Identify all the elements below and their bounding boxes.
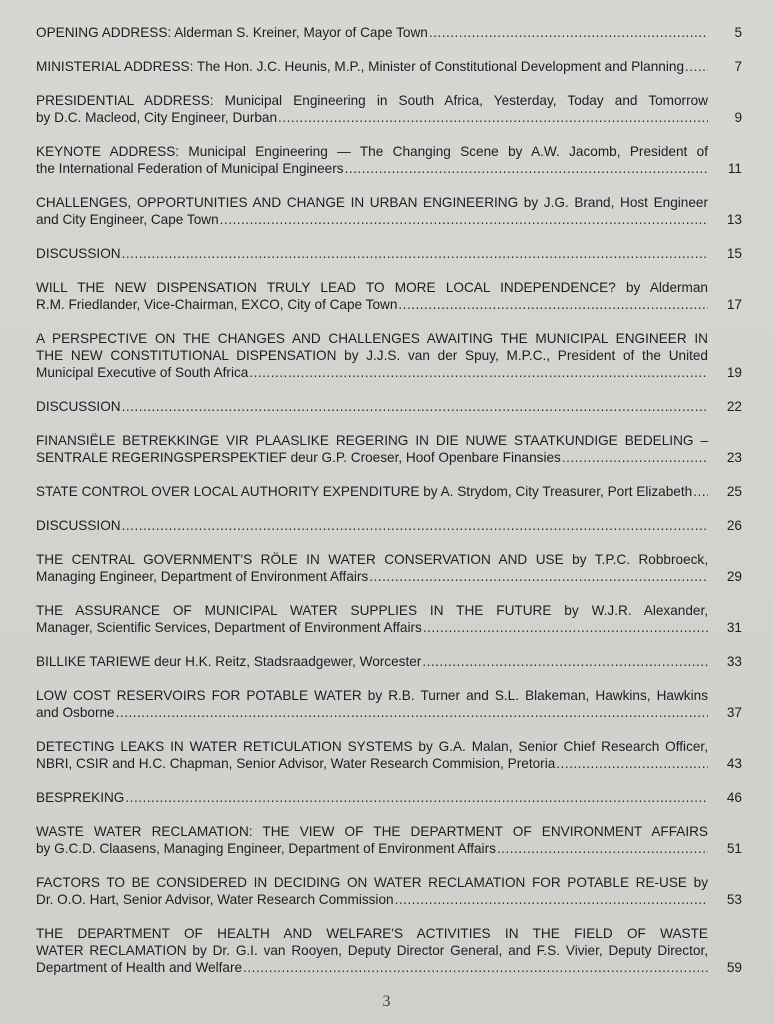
toc-entry-last-line [36, 211, 708, 228]
toc-entry-last-line [36, 449, 708, 466]
toc-entry-text: and Osborne [36, 705, 115, 720]
toc-entry [36, 823, 746, 857]
dot-leader [116, 704, 708, 721]
toc-page-number: 17 [726, 297, 742, 312]
toc-entry [36, 194, 746, 228]
toc-entry-line: PRESIDENTIAL ADDRESS: Municipal Engineering in South Africa, Yesterday, Today and Tomorrow [36, 93, 708, 108]
toc-entry [36, 58, 746, 75]
toc-page-number: 22 [726, 399, 742, 414]
dot-leader [398, 296, 708, 313]
toc-entry-text: BILLIKE TARIEWE deur H.K. Reitz, Stadsraadgewer, Worcester [36, 654, 422, 669]
toc-page-number: 13 [726, 212, 742, 227]
toc-entry-last-line [36, 789, 708, 806]
dot-leader [395, 891, 708, 908]
toc-entry-text: by D.C. Macleod, City Engineer, Durban [36, 110, 278, 125]
dot-leader [249, 364, 708, 381]
toc-entry-line: A PERSPECTIVE ON THE CHANGES AND CHALLENGES AWAITING THE MUNICIPAL ENGINEER IN [36, 331, 708, 346]
toc-page-number: 29 [726, 569, 742, 584]
toc-entry-last-line [36, 653, 708, 670]
dot-leader [125, 789, 708, 806]
toc-entry-line: THE CENTRAL GOVERNMENT'S RÖLE IN WATER CONSERVATION AND USE by T.P.C. Robbroeck, [36, 552, 708, 567]
toc-entry [36, 602, 746, 636]
dot-leader [497, 840, 708, 857]
dot-leader [243, 959, 708, 976]
toc-page-number: 43 [726, 756, 742, 771]
toc-entry-line: LOW COST RESERVOIRS FOR POTABLE WATER by R.B. Turner and S.L. Blakeman, Hawkins, Hawkins [36, 688, 708, 703]
toc-entry [36, 279, 746, 313]
toc-entry-text: SENTRALE REGERINGSPERSPEKTIEF deur G.P. Croeser, Hoof Openbare Finansies [36, 450, 561, 465]
toc-page-number: 46 [726, 790, 742, 805]
toc-entry-line: THE ASSURANCE OF MUNICIPAL WATER SUPPLIES IN THE FUTURE by W.J.R. Alexander, [36, 603, 708, 618]
dot-leader [429, 24, 708, 41]
toc-entry-last-line [36, 398, 708, 415]
toc-entry-text: Municipal Executive of South Africa [36, 365, 249, 380]
dot-leader [122, 398, 708, 415]
toc-entry-last-line [36, 364, 708, 381]
toc-page-number: 9 [734, 110, 742, 125]
dot-leader [422, 653, 708, 670]
dot-leader [693, 483, 708, 500]
toc-entry-line: THE DEPARTMENT OF HEALTH AND WELFARE'S ACTIVITIES IN THE FIELD OF WASTE [36, 926, 708, 941]
toc-entry [36, 432, 746, 466]
toc-page-number: 53 [726, 892, 742, 907]
toc-page-number: 11 [727, 161, 742, 176]
toc-entry [36, 330, 746, 381]
toc-page-number: 37 [726, 705, 742, 720]
toc-entry-line: DETECTING LEAKS IN WATER RETICULATION SYSTEMS by G.A. Malan, Senior Chief Research Officer, [36, 739, 708, 754]
toc-entry [36, 143, 746, 177]
toc-entry-line: CHALLENGES, OPPORTUNITIES AND CHANGE IN URBAN ENGINEERING by J.G. Brand, Host Engineer [36, 195, 708, 210]
toc-page-number: 31 [726, 620, 742, 635]
toc-page-number: 59 [726, 960, 742, 975]
dot-leader [685, 58, 708, 75]
toc-entry [36, 92, 746, 126]
toc-entry-text: Department of Health and Welfare [36, 960, 243, 975]
toc-entry-last-line [36, 755, 708, 772]
toc-entry-text: Manager, Scientific Services, Department of Environment Affairs [36, 620, 422, 635]
toc-entry-last-line [36, 704, 708, 721]
toc-entry [36, 24, 746, 41]
toc-entry [36, 483, 746, 500]
toc-entry [36, 245, 746, 262]
toc-entry-text: by G.C.D. Claasens, Managing Engineer, Department of Environment Affairs [36, 841, 496, 856]
toc-page-number: 25 [726, 484, 742, 499]
dot-leader [562, 449, 708, 466]
toc-entry-last-line [36, 959, 708, 976]
toc-entry-text: BESPREKING [36, 790, 125, 805]
toc-page-number: 33 [726, 654, 742, 669]
dot-leader [220, 211, 708, 228]
toc-entry [36, 653, 746, 670]
toc-entry-text: MINISTERIAL ADDRESS: The Hon. J.C. Heunis, M.P., Minister of Constitutional Development and Planning [36, 59, 685, 74]
toc-entry-line: THE NEW CONSTITUTIONAL DISPENSATION by J.J.S. van der Spuy, M.P.C., President of the United [36, 348, 708, 363]
toc-entry-last-line [36, 245, 708, 262]
toc-entry-last-line [36, 517, 708, 534]
toc-entry-text: OPENING ADDRESS: Alderman S. Kreiner, Mayor of Cape Town [36, 25, 428, 40]
toc-entry [36, 738, 746, 772]
toc-entry-last-line [36, 619, 708, 636]
page-number-footer: 3 [382, 993, 391, 1010]
toc-page-number: 51 [726, 841, 742, 856]
toc-page-number: 19 [726, 365, 742, 380]
toc-entry-line: WILL THE NEW DISPENSATION TRULY LEAD TO MORE LOCAL INDEPENDENCE? by Alderman [36, 280, 708, 295]
toc-entry-line: WASTE WATER RECLAMATION: THE VIEW OF THE DEPARTMENT OF ENVIRONMENT AFFAIRS [36, 824, 708, 839]
toc-entry [36, 517, 746, 534]
toc-entry-text: R.M. Friedlander, Vice-Chairman, EXCO, City of Cape Town [36, 297, 398, 312]
toc-entry-line: KEYNOTE ADDRESS: Municipal Engineering — The Changing Scene by A.W. Jacomb, President of [36, 144, 708, 159]
dot-leader [369, 568, 708, 585]
toc-entry-text: DISCUSSION [36, 246, 121, 261]
dot-leader [122, 245, 708, 262]
toc-entry [36, 551, 746, 585]
toc-entry [36, 874, 746, 908]
table-of-contents [36, 24, 746, 993]
dot-leader [345, 160, 708, 177]
dot-leader [423, 619, 708, 636]
toc-entry-last-line [36, 160, 708, 177]
toc-entry-text: STATE CONTROL OVER LOCAL AUTHORITY EXPENDITURE by A. Strydom, City Treasurer, Port Elizabeth [36, 484, 693, 499]
dot-leader [278, 109, 708, 126]
toc-entry-text: the International Federation of Municipal Engineers [36, 161, 344, 176]
toc-entry-last-line [36, 483, 708, 500]
toc-entry-text: DISCUSSION [36, 518, 121, 533]
toc-entry-line: FINANSIËLE BETREKKINGE VIR PLAASLIKE REGERING IN DIE NUWE STAATKUNDIGE BEDELING – [36, 433, 708, 448]
toc-entry-text: NBRI, CSIR and H.C. Chapman, Senior Advisor, Water Research Commision, Pretoria [36, 756, 556, 771]
toc-entry-last-line [36, 24, 708, 41]
toc-page-number: 26 [726, 518, 742, 533]
toc-entry [36, 925, 746, 976]
toc-entry-last-line [36, 296, 708, 313]
toc-entry-last-line [36, 891, 708, 908]
toc-entry-last-line [36, 840, 708, 857]
toc-entry-last-line [36, 58, 708, 75]
toc-page-number: 5 [734, 25, 742, 40]
toc-entry-line: FACTORS TO BE CONSIDERED IN DECIDING ON WATER RECLAMATION FOR POTABLE RE-USE by [36, 875, 708, 890]
toc-page-number: 23 [726, 450, 742, 465]
toc-page-number: 7 [734, 59, 742, 74]
toc-entry [36, 687, 746, 721]
toc-entry-text: Dr. O.O. Hart, Senior Advisor, Water Research Commission [36, 892, 394, 907]
toc-entry-last-line [36, 109, 708, 126]
toc-entry [36, 398, 746, 415]
dot-leader [556, 755, 708, 772]
toc-entry-text: DISCUSSION [36, 399, 121, 414]
toc-entry-line: WATER RECLAMATION by Dr. G.I. van Rooyen, Deputy Director General, and F.S. Vivier, Deputy Director, [36, 943, 708, 958]
toc-entry-text: and City Engineer, Cape Town [36, 212, 219, 227]
toc-entry-last-line [36, 568, 708, 585]
toc-entry [36, 789, 746, 806]
dot-leader [122, 517, 708, 534]
toc-entry-text: Managing Engineer, Department of Environment Affairs [36, 569, 369, 584]
toc-page-number: 15 [726, 246, 742, 261]
